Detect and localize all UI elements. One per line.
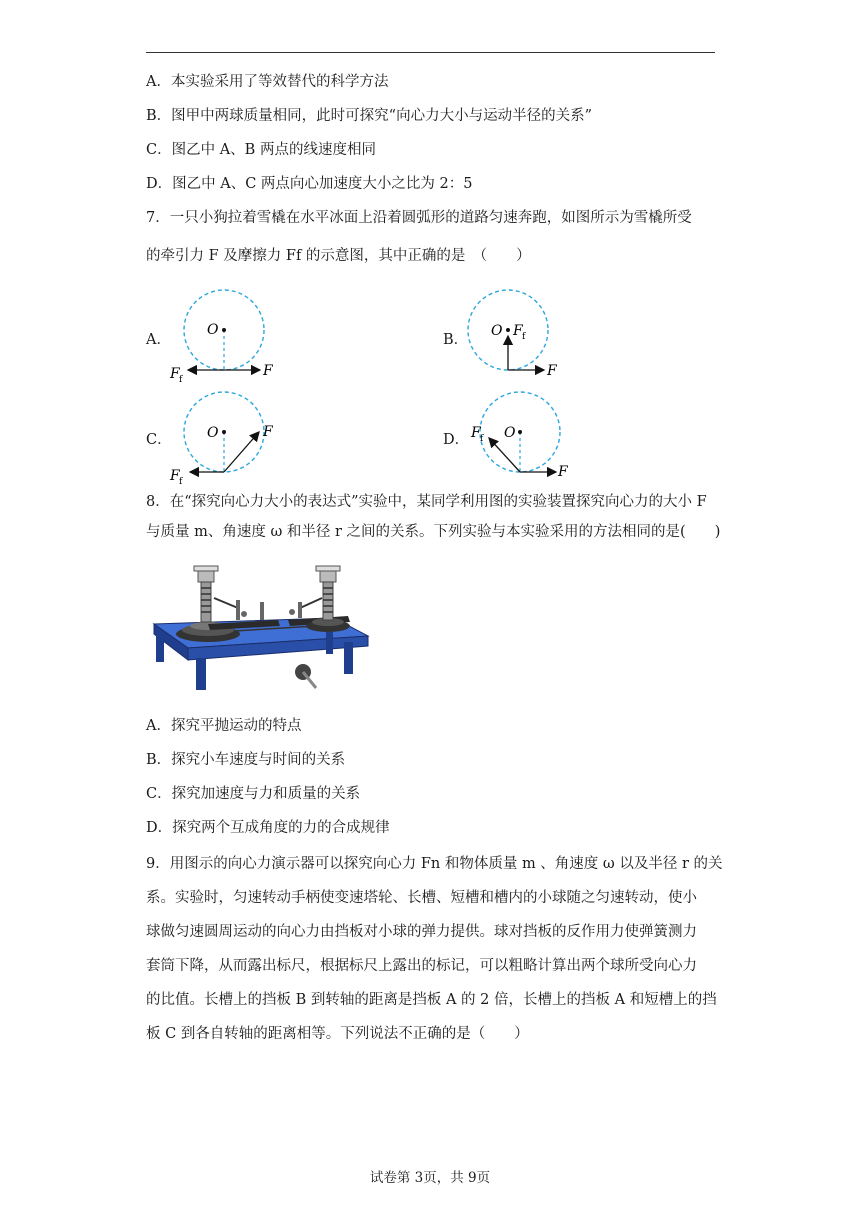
q6-option-b: B．图甲中两球质量相同，此时可探究“向心力大小与运动半径的关系” bbox=[146, 108, 592, 124]
q7-figure-d bbox=[468, 388, 593, 488]
q8-option-b: B．探究小车速度与时间的关系 bbox=[146, 752, 346, 768]
q6-option-a: A．本实验采用了等效替代的科学方法 bbox=[146, 74, 389, 90]
page-footer: 试卷第 3页，共 9页 bbox=[369, 1170, 491, 1186]
center-label: O bbox=[504, 425, 516, 441]
center-label: O bbox=[207, 322, 219, 338]
friction-subscript: f bbox=[179, 477, 183, 487]
center-label: O bbox=[491, 323, 503, 339]
q7-stem-line1: 7．一只小狗拉着雪橇在水平冰面上沿着圆弧形的道路匀速奔跑，如图所示为雪橇所受 bbox=[146, 210, 692, 226]
q7-label-d: D． bbox=[443, 432, 470, 448]
friction-subscript: f bbox=[522, 332, 526, 342]
q8-option-d: D．探究两个互成角度的力的合成规律 bbox=[146, 820, 390, 836]
q9-stem-line6: 板 C 到各自转轴的距离相等。下列说法不正确的是（ ） bbox=[146, 1026, 529, 1042]
q7-figure-b bbox=[460, 286, 585, 386]
q7-stem-line2: 的牵引力 F 及摩擦力 Ff 的示意图，其中正确的是 （ ） bbox=[146, 248, 531, 264]
centripetal-force-apparatus-figure bbox=[148, 562, 374, 700]
q7-figure-c bbox=[160, 388, 285, 488]
q8-stem-line1: 8．在“探究向心力大小的表达式”实验中，某同学利用图的实验装置探究向心力的大小 F bbox=[146, 494, 707, 510]
q9-stem-line5: 的比值。长槽上的挡板 B 到转轴的距离是挡板 A 的 2 倍，长槽上的挡板 A 和短槽上的挡 bbox=[146, 992, 717, 1008]
friction-label: F bbox=[513, 323, 523, 339]
q8-option-a: A．探究平抛运动的特点 bbox=[146, 718, 302, 734]
center-label: O bbox=[207, 425, 219, 441]
force-label: F bbox=[263, 424, 273, 440]
q6-option-c: C．图乙中 A、B 两点的线速度相同 bbox=[146, 142, 376, 158]
force-label: F bbox=[547, 363, 557, 379]
friction-label: F bbox=[170, 366, 180, 382]
header-rule bbox=[146, 52, 715, 53]
q6-option-d: D．图乙中 A、C 两点向心加速度大小之比为 2：5 bbox=[146, 176, 473, 192]
q9-stem-line2: 系。实验时，匀速转动手柄使变速塔轮、长槽、短槽和槽内的小球随之匀速转动，使小 bbox=[146, 890, 697, 906]
q7-label-a: A． bbox=[146, 332, 171, 348]
q8-option-c: C．探究加速度与力和质量的关系 bbox=[146, 786, 361, 802]
q7-figure-a bbox=[160, 286, 285, 386]
q8-stem-line2: 与质量 m、角速度 ω 和半径 r 之间的关系。下列实验与本实验采用的方法相同的是( ) bbox=[146, 524, 721, 540]
q7-label-c: C． bbox=[146, 432, 172, 448]
friction-label: F bbox=[471, 425, 481, 441]
q9-stem-line1: 9．用图示的向心力演示器可以探究向心力 Fn 和物体质量 m 、角速度 ω 以及半径 r 的关 bbox=[146, 856, 723, 872]
force-label: F bbox=[263, 363, 273, 379]
force-label: F bbox=[558, 464, 568, 480]
q7-label-b: B． bbox=[443, 332, 469, 348]
friction-subscript: f bbox=[179, 375, 183, 385]
friction-subscript: f bbox=[480, 434, 484, 444]
friction-label: F bbox=[170, 468, 180, 484]
q9-stem-line3: 球做匀速圆周运动的向心力由挡板对小球的弹力提供。球对挡板的反作用力使弹簧测力 bbox=[146, 924, 697, 940]
q9-stem-line4: 套筒下降，从而露出标尺，根据标尺上露出的标记，可以粗略计算出两个球所受向心力 bbox=[146, 958, 697, 974]
